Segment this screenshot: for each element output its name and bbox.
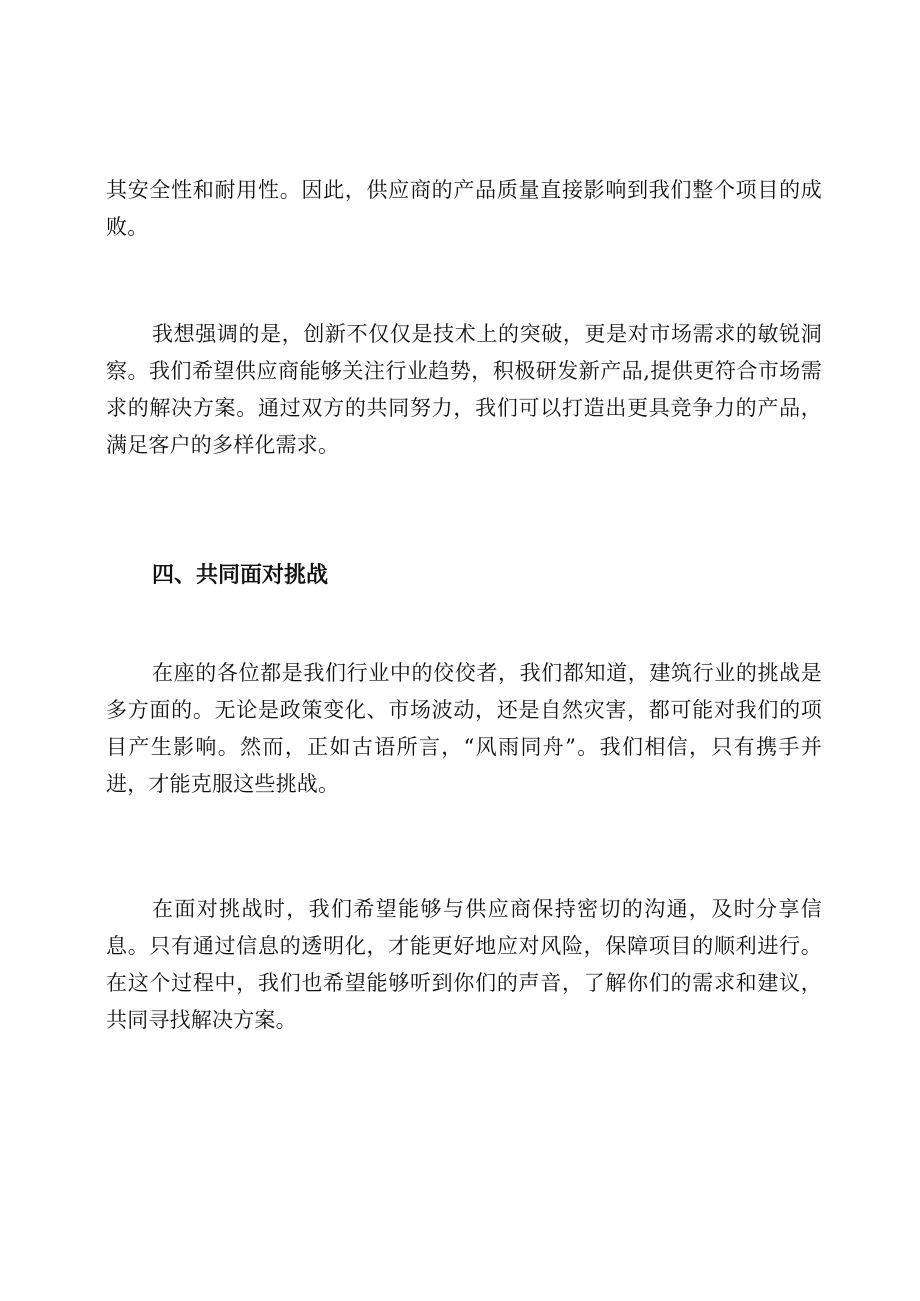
paragraph-communication: 在面对挑战时，我们希望能够与供应商保持密切的沟通，及时分享信息。只有通过信息的透明化，才能更好地应对风险，保障项目的顺利进行。在这个过程中，我们也希望能够听到你们的声音，了解你们的需求和建议，共同寻找解决方案。 <box>106 897 822 1032</box>
paragraph-continuation: 其安全性和耐用性。因此，供应商的产品质量直接影响到我们整个项目的成败。 <box>106 178 822 239</box>
section-heading: 四、共同面对挑战 <box>152 563 329 588</box>
paragraph-innovation: 我想强调的是，创新不仅仅是技术上的突破，更是对市场需求的敏锐洞察。我们希望供应商能够关注行业趋势，积极研发新产品,提供更符合市场需求的解决方案。通过双方的共同努力，我们可以打造出更具竞争力的产品，满足客户的多样化需求。 <box>106 322 822 457</box>
paragraph-challenges: 在座的各位都是我们行业中的佼佼者，我们都知道，建筑行业的挑战是多方面的。无论是政策变化、市场波动，还是自然灾害，都可能对我们的项目产生影响。然而，正如古语所言，“风雨同舟”。我们相信，只有携手并进，才能克服这些挑战。 <box>106 661 822 796</box>
